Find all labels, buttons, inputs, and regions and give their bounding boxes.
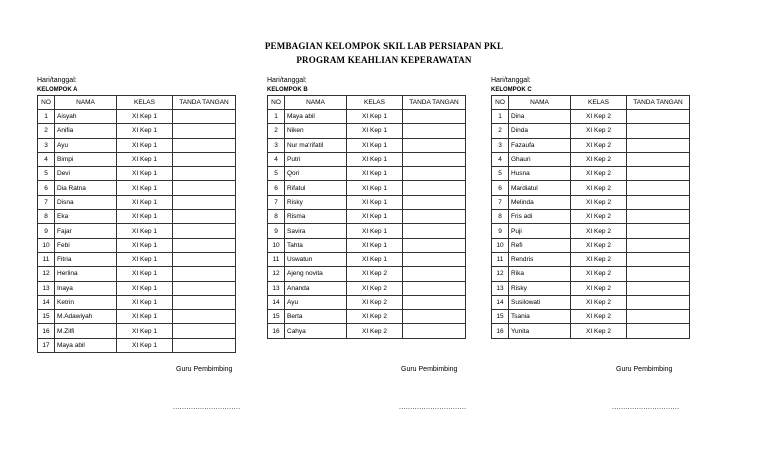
table-header-row bbox=[492, 96, 690, 110]
table-row bbox=[492, 324, 690, 338]
cell-kelas: XI Kep 1 bbox=[117, 252, 173, 266]
cell-kelas: XI Kep 1 bbox=[117, 224, 173, 238]
cell-tanda-tangan bbox=[403, 167, 466, 181]
header-no: NO bbox=[38, 96, 55, 110]
table-body bbox=[492, 110, 690, 339]
cell-no: 2 bbox=[38, 124, 55, 138]
cell-nama: Risky bbox=[509, 281, 571, 295]
table-row bbox=[268, 181, 466, 195]
cell-kelas: XI Kep 1 bbox=[117, 110, 173, 124]
table-row bbox=[268, 310, 466, 324]
table-row bbox=[268, 295, 466, 309]
cell-tanda-tangan bbox=[173, 210, 236, 224]
cell-kelas: XI Kep 1 bbox=[117, 181, 173, 195]
group-name: KELOMPOK C bbox=[491, 87, 532, 93]
cell-tanda-tangan bbox=[403, 152, 466, 166]
date-label: Hari/tanggal: bbox=[37, 77, 77, 84]
cell-tanda-tangan bbox=[627, 310, 690, 324]
cell-kelas: XI Kep 1 bbox=[117, 238, 173, 252]
table-row bbox=[38, 338, 236, 352]
cell-kelas: XI Kep 2 bbox=[571, 152, 627, 166]
cell-nama: Rendris bbox=[509, 252, 571, 266]
date-label: Hari/tanggal: bbox=[267, 77, 307, 84]
cell-no: 1 bbox=[38, 110, 55, 124]
table-row bbox=[492, 110, 690, 124]
header-tanda-tangan: TANDA TANGAN bbox=[627, 96, 690, 110]
cell-tanda-tangan bbox=[403, 295, 466, 309]
cell-kelas: XI Kep 1 bbox=[347, 124, 403, 138]
cell-nama: M.Zilfi bbox=[55, 324, 117, 338]
cell-kelas: XI Kep 1 bbox=[347, 252, 403, 266]
cell-kelas: XI Kep 1 bbox=[347, 210, 403, 224]
cell-tanda-tangan bbox=[403, 124, 466, 138]
cell-kelas: XI Kep 1 bbox=[117, 267, 173, 281]
table-row bbox=[38, 195, 236, 209]
table-row bbox=[492, 167, 690, 181]
cell-no: 2 bbox=[268, 124, 285, 138]
table-row bbox=[492, 138, 690, 152]
table-row bbox=[38, 181, 236, 195]
group-table bbox=[37, 95, 236, 353]
cell-nama: Cahya bbox=[285, 324, 347, 338]
cell-tanda-tangan bbox=[627, 252, 690, 266]
cell-kelas: XI Kep 2 bbox=[571, 252, 627, 266]
cell-nama: Dinda bbox=[509, 124, 571, 138]
cell-tanda-tangan bbox=[403, 281, 466, 295]
cell-no: 16 bbox=[38, 324, 55, 338]
table-header-row bbox=[38, 96, 236, 110]
cell-kelas: XI Kep 2 bbox=[571, 310, 627, 324]
cell-no: 8 bbox=[268, 210, 285, 224]
cell-nama: Risky bbox=[285, 195, 347, 209]
cell-no: 7 bbox=[38, 195, 55, 209]
header-kelas: KELAS bbox=[347, 96, 403, 110]
header-kelas: KELAS bbox=[117, 96, 173, 110]
cell-no: 17 bbox=[38, 338, 55, 352]
cell-no: 1 bbox=[492, 110, 509, 124]
cell-no: 4 bbox=[38, 152, 55, 166]
cell-kelas: XI Kep 2 bbox=[571, 181, 627, 195]
cell-nama: Dia Ratna bbox=[55, 181, 117, 195]
table-row bbox=[38, 310, 236, 324]
cell-kelas: XI Kep 1 bbox=[347, 152, 403, 166]
cell-kelas: XI Kep 1 bbox=[117, 295, 173, 309]
cell-no: 5 bbox=[492, 167, 509, 181]
cell-no: 3 bbox=[492, 138, 509, 152]
group-table bbox=[491, 95, 690, 339]
cell-tanda-tangan bbox=[627, 324, 690, 338]
cell-tanda-tangan bbox=[627, 138, 690, 152]
cell-tanda-tangan bbox=[173, 238, 236, 252]
table-body bbox=[38, 110, 236, 353]
table-row bbox=[38, 138, 236, 152]
cell-tanda-tangan bbox=[627, 210, 690, 224]
table-row bbox=[38, 281, 236, 295]
cell-nama: Susilowati bbox=[509, 295, 571, 309]
cell-kelas: XI Kep 1 bbox=[347, 167, 403, 181]
cell-nama: Ketrin bbox=[55, 295, 117, 309]
signature-label-b: Guru Pembimbing bbox=[401, 366, 458, 373]
cell-no: 14 bbox=[492, 295, 509, 309]
cell-nama: M.Adawiyah bbox=[55, 310, 117, 324]
cell-kelas: XI Kep 2 bbox=[571, 138, 627, 152]
cell-tanda-tangan bbox=[627, 195, 690, 209]
cell-no: 12 bbox=[492, 267, 509, 281]
table-row bbox=[38, 152, 236, 166]
cell-nama: Ajeng novita bbox=[285, 267, 347, 281]
cell-tanda-tangan bbox=[173, 195, 236, 209]
cell-no: 16 bbox=[268, 324, 285, 338]
table-row bbox=[268, 252, 466, 266]
group-name: KELOMPOK B bbox=[267, 87, 308, 93]
cell-nama: Savira bbox=[285, 224, 347, 238]
cell-no: 5 bbox=[268, 167, 285, 181]
cell-tanda-tangan bbox=[173, 167, 236, 181]
cell-no: 16 bbox=[492, 324, 509, 338]
cell-kelas: XI Kep 1 bbox=[117, 195, 173, 209]
cell-no: 14 bbox=[38, 295, 55, 309]
cell-nama: Refi bbox=[509, 238, 571, 252]
signature-line-c: .............................. bbox=[612, 404, 680, 411]
cell-nama: Disna bbox=[55, 195, 117, 209]
header-nama: NAMA bbox=[509, 96, 571, 110]
cell-kelas: XI Kep 2 bbox=[571, 224, 627, 238]
cell-no: 6 bbox=[268, 181, 285, 195]
cell-no: 8 bbox=[492, 210, 509, 224]
table-row bbox=[492, 267, 690, 281]
cell-tanda-tangan bbox=[403, 267, 466, 281]
document-title: PEMBAGIAN KELOMPOK SKIL LAB PERSIAPAN PKL bbox=[264, 41, 504, 51]
cell-no: 9 bbox=[38, 224, 55, 238]
header-no: NO bbox=[268, 96, 285, 110]
cell-nama: Husna bbox=[509, 167, 571, 181]
cell-kelas: XI Kep 1 bbox=[117, 167, 173, 181]
cell-nama: Febi bbox=[55, 238, 117, 252]
cell-kelas: XI Kep 1 bbox=[117, 124, 173, 138]
table-row bbox=[38, 252, 236, 266]
cell-nama: Nur ma'rifatil bbox=[285, 138, 347, 152]
cell-kelas: XI Kep 2 bbox=[571, 124, 627, 138]
cell-tanda-tangan bbox=[173, 138, 236, 152]
cell-tanda-tangan bbox=[403, 210, 466, 224]
signature-label-c: Guru Pembimbing bbox=[616, 366, 673, 373]
cell-tanda-tangan bbox=[403, 224, 466, 238]
table-row bbox=[38, 267, 236, 281]
date-label: Hari/tanggal: bbox=[491, 77, 531, 84]
cell-no: 8 bbox=[38, 210, 55, 224]
table-row bbox=[38, 210, 236, 224]
cell-no: 11 bbox=[268, 252, 285, 266]
table-row bbox=[268, 167, 466, 181]
cell-kelas: XI Kep 2 bbox=[571, 210, 627, 224]
cell-no: 15 bbox=[38, 310, 55, 324]
cell-tanda-tangan bbox=[627, 152, 690, 166]
cell-no: 10 bbox=[38, 238, 55, 252]
cell-no: 14 bbox=[268, 295, 285, 309]
cell-nama: Ayu bbox=[285, 295, 347, 309]
cell-tanda-tangan bbox=[627, 238, 690, 252]
cell-kelas: XI Kep 2 bbox=[571, 110, 627, 124]
table-row bbox=[492, 238, 690, 252]
table-row bbox=[268, 124, 466, 138]
cell-nama: Mardiatul bbox=[509, 181, 571, 195]
table-row bbox=[268, 224, 466, 238]
table-row bbox=[268, 152, 466, 166]
header-tanda-tangan: TANDA TANGAN bbox=[403, 96, 466, 110]
cell-nama: Fitria bbox=[55, 252, 117, 266]
cell-kelas: XI Kep 2 bbox=[571, 238, 627, 252]
table-row bbox=[268, 195, 466, 209]
cell-tanda-tangan bbox=[403, 181, 466, 195]
table-row bbox=[38, 124, 236, 138]
cell-nama: Rika bbox=[509, 267, 571, 281]
document-subtitle: PROGRAM KEAHLIAN KEPERAWATAN bbox=[296, 55, 472, 65]
cell-nama: Bimpi bbox=[55, 152, 117, 166]
cell-tanda-tangan bbox=[403, 138, 466, 152]
cell-nama: Eka bbox=[55, 210, 117, 224]
cell-kelas: XI Kep 1 bbox=[347, 224, 403, 238]
cell-nama: Herlina bbox=[55, 267, 117, 281]
cell-kelas: XI Kep 2 bbox=[347, 310, 403, 324]
table-row bbox=[492, 295, 690, 309]
cell-kelas: XI Kep 2 bbox=[571, 281, 627, 295]
cell-no: 15 bbox=[492, 310, 509, 324]
table-row bbox=[38, 224, 236, 238]
table-row bbox=[492, 181, 690, 195]
group-name: KELOMPOK A bbox=[37, 87, 78, 93]
header-no: NO bbox=[492, 96, 509, 110]
table-row bbox=[492, 124, 690, 138]
table-row bbox=[492, 224, 690, 238]
table-row bbox=[492, 281, 690, 295]
cell-kelas: XI Kep 1 bbox=[347, 238, 403, 252]
cell-nama: Tahta bbox=[285, 238, 347, 252]
cell-kelas: XI Kep 1 bbox=[117, 338, 173, 352]
cell-no: 7 bbox=[492, 195, 509, 209]
cell-kelas: XI Kep 2 bbox=[347, 267, 403, 281]
cell-kelas: XI Kep 1 bbox=[347, 181, 403, 195]
signature-label-a: Guru Pembimbing bbox=[176, 366, 233, 373]
cell-nama: Maya abil bbox=[55, 338, 117, 352]
cell-tanda-tangan bbox=[403, 324, 466, 338]
cell-no: 2 bbox=[492, 124, 509, 138]
cell-no: 12 bbox=[268, 267, 285, 281]
cell-no: 13 bbox=[268, 281, 285, 295]
table-row bbox=[268, 138, 466, 152]
cell-tanda-tangan bbox=[627, 295, 690, 309]
cell-no: 11 bbox=[38, 252, 55, 266]
table-row bbox=[492, 210, 690, 224]
cell-nama: Berta bbox=[285, 310, 347, 324]
cell-nama: Rifatul bbox=[285, 181, 347, 195]
cell-tanda-tangan bbox=[173, 252, 236, 266]
cell-tanda-tangan bbox=[173, 224, 236, 238]
cell-nama: Tsania bbox=[509, 310, 571, 324]
cell-nama: Uswatun bbox=[285, 252, 347, 266]
cell-no: 1 bbox=[268, 110, 285, 124]
cell-kelas: XI Kep 2 bbox=[571, 267, 627, 281]
cell-no: 4 bbox=[492, 152, 509, 166]
table-row bbox=[38, 324, 236, 338]
group-c bbox=[491, 76, 691, 339]
cell-tanda-tangan bbox=[403, 252, 466, 266]
cell-nama: Ayu bbox=[55, 138, 117, 152]
cell-tanda-tangan bbox=[627, 224, 690, 238]
table-body bbox=[268, 110, 466, 339]
table-row bbox=[38, 238, 236, 252]
signature-line-a: .............................. bbox=[173, 404, 241, 411]
cell-kelas: XI Kep 1 bbox=[117, 310, 173, 324]
table-row bbox=[268, 281, 466, 295]
cell-nama: Inaya bbox=[55, 281, 117, 295]
cell-kelas: XI Kep 1 bbox=[117, 138, 173, 152]
cell-tanda-tangan bbox=[173, 295, 236, 309]
cell-kelas: XI Kep 1 bbox=[117, 324, 173, 338]
group-b bbox=[267, 76, 467, 339]
cell-tanda-tangan bbox=[173, 110, 236, 124]
table-row bbox=[492, 252, 690, 266]
cell-no: 3 bbox=[38, 138, 55, 152]
cell-no: 9 bbox=[268, 224, 285, 238]
table-row bbox=[268, 110, 466, 124]
cell-tanda-tangan bbox=[173, 152, 236, 166]
cell-tanda-tangan bbox=[627, 267, 690, 281]
cell-nama: Dina bbox=[509, 110, 571, 124]
cell-nama: Maya abil bbox=[285, 110, 347, 124]
cell-nama: Qori bbox=[285, 167, 347, 181]
cell-nama: Aisyah bbox=[55, 110, 117, 124]
cell-tanda-tangan bbox=[173, 281, 236, 295]
cell-nama: Yunita bbox=[509, 324, 571, 338]
cell-tanda-tangan bbox=[403, 238, 466, 252]
cell-kelas: XI Kep 1 bbox=[347, 195, 403, 209]
cell-tanda-tangan bbox=[627, 281, 690, 295]
header-tanda-tangan: TANDA TANGAN bbox=[173, 96, 236, 110]
table-row bbox=[38, 167, 236, 181]
header-nama: NAMA bbox=[55, 96, 117, 110]
table-row bbox=[492, 195, 690, 209]
cell-nama: Ananda bbox=[285, 281, 347, 295]
cell-tanda-tangan bbox=[403, 310, 466, 324]
cell-tanda-tangan bbox=[173, 124, 236, 138]
cell-no: 10 bbox=[492, 238, 509, 252]
cell-kelas: XI Kep 2 bbox=[347, 324, 403, 338]
cell-nama: Anifia bbox=[55, 124, 117, 138]
cell-nama: Risma bbox=[285, 210, 347, 224]
cell-tanda-tangan bbox=[627, 181, 690, 195]
cell-no: 6 bbox=[38, 181, 55, 195]
cell-no: 10 bbox=[268, 238, 285, 252]
cell-nama: Niken bbox=[285, 124, 347, 138]
cell-nama: Melinda bbox=[509, 195, 571, 209]
cell-tanda-tangan bbox=[403, 195, 466, 209]
cell-nama: Putri bbox=[285, 152, 347, 166]
cell-no: 15 bbox=[268, 310, 285, 324]
cell-no: 13 bbox=[38, 281, 55, 295]
table-row bbox=[38, 110, 236, 124]
cell-no: 9 bbox=[492, 224, 509, 238]
cell-tanda-tangan bbox=[173, 267, 236, 281]
header-kelas: KELAS bbox=[571, 96, 627, 110]
table-row bbox=[268, 238, 466, 252]
cell-tanda-tangan bbox=[173, 338, 236, 352]
cell-tanda-tangan bbox=[403, 110, 466, 124]
cell-no: 6 bbox=[492, 181, 509, 195]
cell-kelas: XI Kep 1 bbox=[117, 152, 173, 166]
table-row bbox=[492, 152, 690, 166]
cell-kelas: XI Kep 1 bbox=[347, 138, 403, 152]
cell-nama: Ghauri bbox=[509, 152, 571, 166]
cell-no: 5 bbox=[38, 167, 55, 181]
table-row bbox=[492, 310, 690, 324]
cell-nama: Devi bbox=[55, 167, 117, 181]
cell-tanda-tangan bbox=[173, 310, 236, 324]
cell-no: 13 bbox=[492, 281, 509, 295]
cell-tanda-tangan bbox=[627, 167, 690, 181]
table-row bbox=[38, 295, 236, 309]
table-row bbox=[268, 267, 466, 281]
cell-no: 11 bbox=[492, 252, 509, 266]
cell-nama: Fris adi bbox=[509, 210, 571, 224]
table-row bbox=[268, 324, 466, 338]
cell-kelas: XI Kep 2 bbox=[571, 295, 627, 309]
group-a bbox=[37, 76, 237, 353]
table-header-row bbox=[268, 96, 466, 110]
header-nama: NAMA bbox=[285, 96, 347, 110]
cell-kelas: XI Kep 1 bbox=[117, 210, 173, 224]
cell-tanda-tangan bbox=[173, 181, 236, 195]
cell-nama: Fazaufa bbox=[509, 138, 571, 152]
cell-nama: Puji bbox=[509, 224, 571, 238]
cell-no: 3 bbox=[268, 138, 285, 152]
cell-kelas: XI Kep 2 bbox=[347, 281, 403, 295]
cell-kelas: XI Kep 2 bbox=[571, 324, 627, 338]
cell-no: 12 bbox=[38, 267, 55, 281]
cell-kelas: XI Kep 1 bbox=[117, 281, 173, 295]
cell-tanda-tangan bbox=[173, 324, 236, 338]
cell-tanda-tangan bbox=[627, 110, 690, 124]
cell-nama: Fajar bbox=[55, 224, 117, 238]
table-row bbox=[268, 210, 466, 224]
cell-kelas: XI Kep 2 bbox=[571, 195, 627, 209]
signature-line-b: .............................. bbox=[399, 404, 467, 411]
cell-no: 7 bbox=[268, 195, 285, 209]
cell-no: 4 bbox=[268, 152, 285, 166]
cell-kelas: XI Kep 2 bbox=[571, 167, 627, 181]
cell-kelas: XI Kep 1 bbox=[347, 110, 403, 124]
group-table bbox=[267, 95, 466, 339]
cell-tanda-tangan bbox=[627, 124, 690, 138]
cell-kelas: XI Kep 2 bbox=[347, 295, 403, 309]
